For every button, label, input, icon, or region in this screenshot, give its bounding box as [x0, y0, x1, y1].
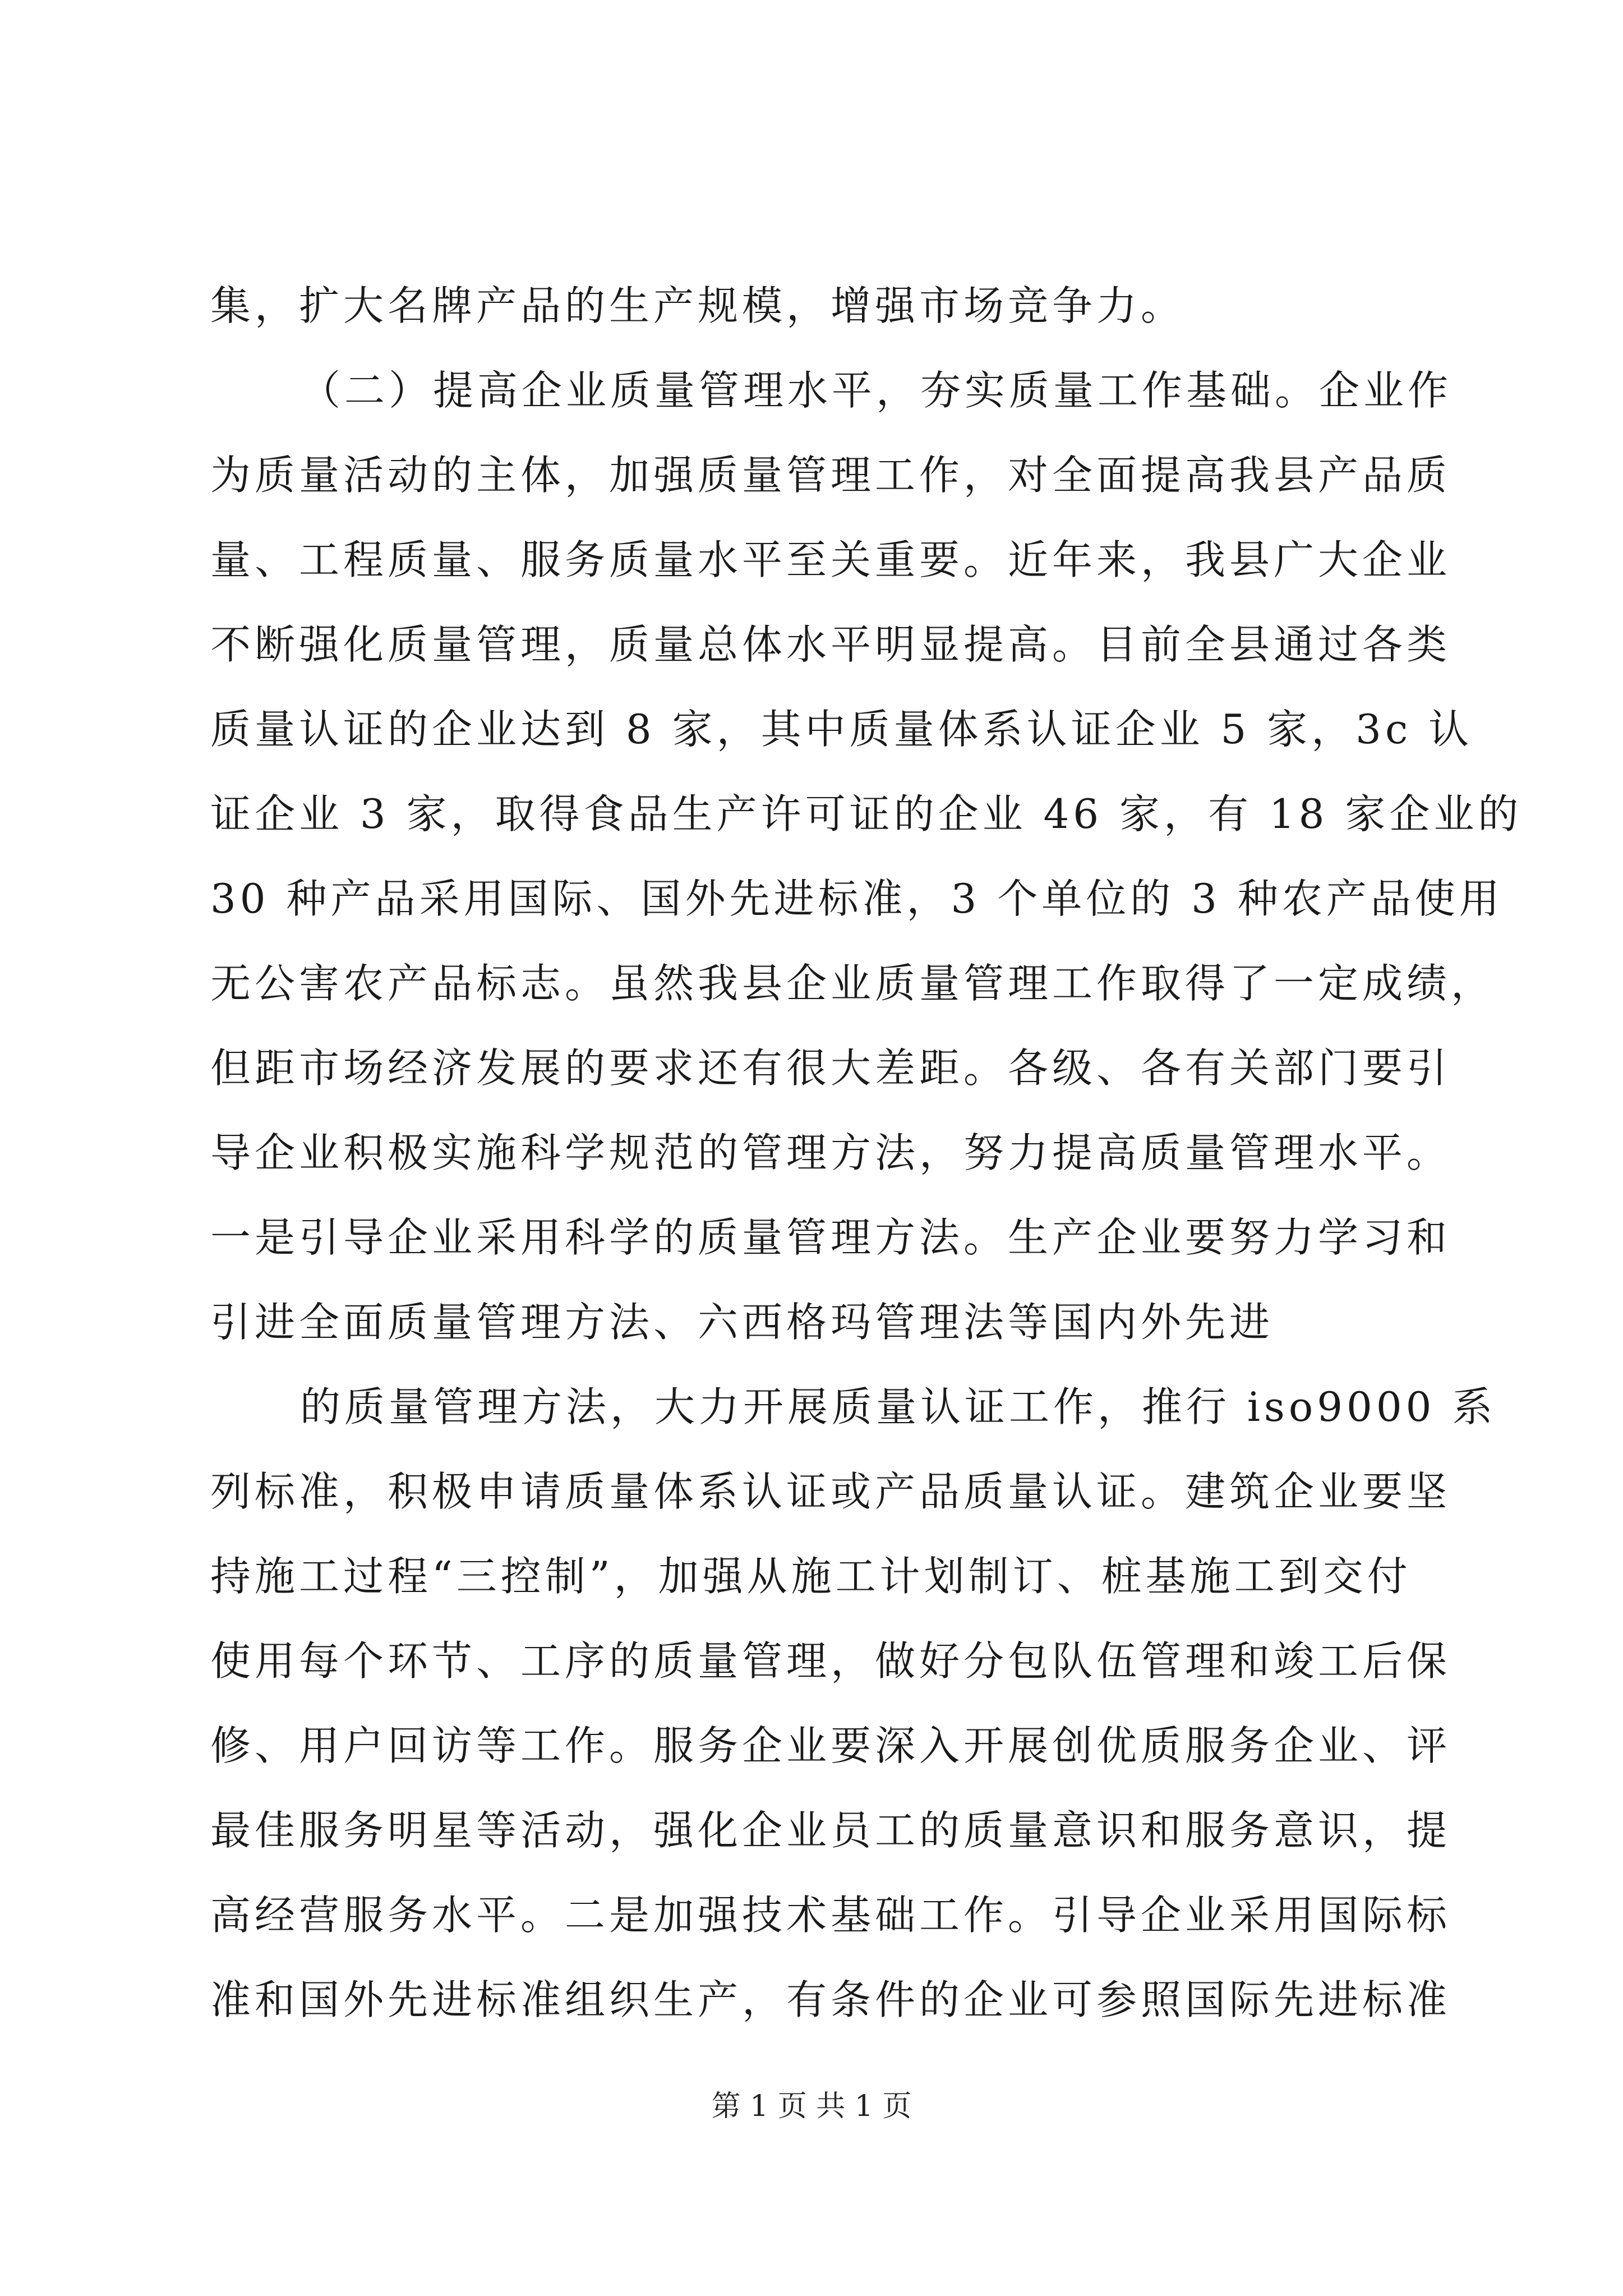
text-line: 准和国外先进标准组织生产，有条件的企业可参照国际先进标准: [210, 1976, 1451, 2023]
text-line: 引进全面质量管理方法、六西格玛管理法等国内外先进: [210, 1299, 1274, 1346]
text-line: 修、用户回访等工作。服务企业要深入开展创优质服务企业、评: [210, 1722, 1451, 1769]
text-line: （二）提高企业质量管理水平，夯实质量工作基础。企业作: [300, 367, 1453, 414]
text-line: 量、工程质量、服务质量水平至关重要。近年来，我县广大企业: [210, 536, 1451, 583]
text-line: 集，扩大名牌产品的生产规模，增强市场竞争力。: [210, 282, 1186, 329]
text-line: 一是引导企业采用科学的质量管理方法。生产企业要努力学习和: [210, 1214, 1451, 1261]
page-number: 第 1 页 共 1 页: [711, 2090, 912, 2123]
text-line: 但距市场经济发展的要求还有很大差距。各级、各有关部门要引: [210, 1045, 1451, 1092]
text-line: 列标准，积极申请质量体系认证或产品质量认证。建筑企业要坚: [210, 1468, 1451, 1515]
body-text: [210, 264, 1523, 2042]
text-line: 为质量活动的主体，加强质量管理工作，对全面提高我县产品质: [210, 452, 1451, 499]
text-line: 使用每个环节、工序的质量管理，做好分包队伍管理和竣工后保: [210, 1637, 1451, 1685]
text-line: 质量认证的企业达到 8 家，其中质量体系认证企业 5 家，3c 认: [210, 706, 1473, 753]
text-line: 的质量管理方法，大力开展质量认证工作，推行 iso9000 系: [300, 1383, 1497, 1430]
text-line: 证企业 3 家，取得食品生产许可证的企业 46 家，有 18 家企业的: [210, 790, 1523, 838]
text-line: 不断强化质量管理，质量总体水平明显提高。目前全县通过各类: [210, 621, 1451, 668]
page-footer: [0, 2084, 1623, 2129]
text-line: 最佳服务明星等活动，强化企业员工的质量意识和服务意识，提: [210, 1807, 1451, 1854]
text-line: 无公害农产品标志。虽然我县企业质量管理工作取得了一定成绩，: [210, 960, 1496, 1007]
text-line: 30 种产品采用国际、国外先进标准，3 个单位的 3 种农产品使用: [210, 875, 1504, 922]
text-line: 高经营服务水平。二是加强技术基础工作。引导企业采用国际标: [210, 1892, 1451, 1939]
text-line: 持施工过程“三控制”，加强从施工计划制订、桩基施工到交付: [210, 1553, 1412, 1600]
text-line: 导企业积极实施科学规范的管理方法，努力提高质量管理水平。: [210, 1129, 1451, 1176]
